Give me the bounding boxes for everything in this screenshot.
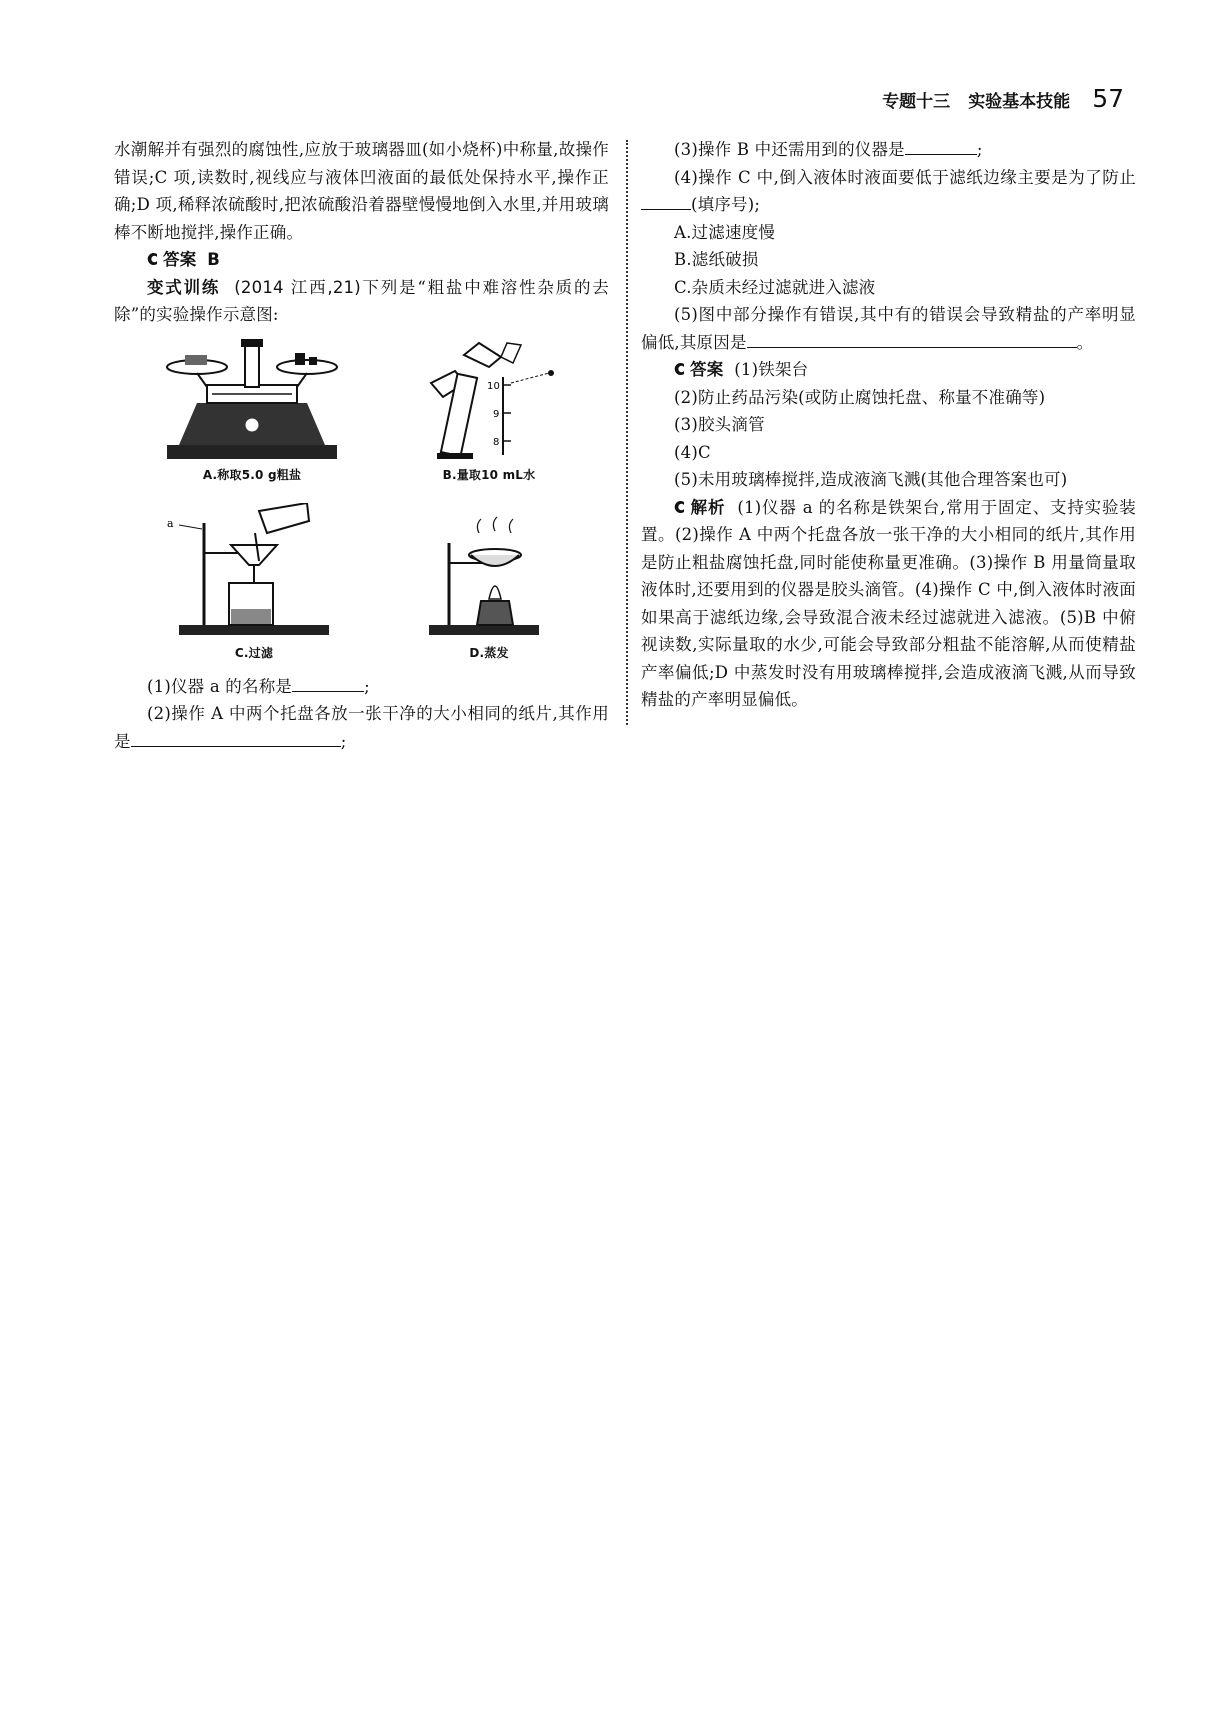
left-paragraph-continued: 水潮解并有强烈的腐蚀性,应放于玻璃器皿(如小烧杯)中称量,故操作错误;C 项,读数时,视线应与液体凹液面的最低处保持水平,操作正确;D 项,稀释浓硫酸时,把浓硫酸沿着器壁慢慢地倒入水里,并用玻璃棒不断地搅拌,操作正确。 (114, 140, 609, 242)
question-5-end: 。 (1076, 332, 1094, 352)
question-2-text: (2)操作 A 中两个托盘各放一张干净的大小相同的纸片,其作用是 (114, 704, 609, 751)
option-a: A.过滤速度慢 (674, 222, 776, 242)
question-2-blank[interactable] (131, 728, 341, 747)
practice-text: 下列是“粗盐中难溶性杂质的去除”的实验操作示意图: (114, 277, 609, 324)
figure-b-cylinder (394, 335, 584, 483)
figure-b-caption: B.量取10 mL水 (442, 467, 536, 482)
figure-a-caption: A.称取5.0 g粗盐 (202, 467, 302, 482)
question-4-hint: (填序号); (691, 195, 761, 214)
practice-label: 变式训练 (147, 277, 221, 297)
question-5 (641, 301, 1136, 356)
question-1-blank[interactable] (292, 673, 364, 692)
analysis-marker-icon (674, 500, 688, 514)
analysis-text: (1)仪器 a 的名称是铁架台,常用于固定、支持实验装置。(2)操作 A 中两个托盘各放一张干净的大小相同的纸片,其作用是防止粗盐腐蚀托盘,同时能使称量更准确。(3)操作 B 用量筒量取液体时,还要用到的仪器是胶头滴管。(4)操作 C 中,倒入液体时液面如果高于滤纸边缘,会导致混合液未经过滤就进入滤液。(5)B 中俯视读数,实际量取的水少,可能会导致部分粗盐不能溶解,从而使精盐产率偏低;D 中蒸发时没有用玻璃棒搅拌,会造成液滴飞溅,从而导致精盐的产率明显偏低。 (641, 497, 1136, 709)
answer-3: (3)胶头滴管 (674, 415, 765, 434)
tick-8-label: 8 (493, 436, 500, 448)
question-3-end: ; (976, 140, 983, 159)
answer-value: B (207, 250, 221, 269)
cylinder-illustration (409, 335, 569, 465)
answer-label: 答案 (163, 250, 197, 269)
analysis-paragraph (641, 494, 1136, 714)
question-4-blank[interactable] (641, 191, 691, 210)
header-topic-number: 专题十三 (882, 92, 951, 112)
experiment-figures (114, 335, 609, 671)
figure-d-caption: D.蒸发 (469, 645, 509, 660)
answer-marker-icon (674, 362, 688, 376)
option-b: B.滤纸破损 (674, 250, 759, 269)
practice-source: (2014 江西,21) (234, 277, 361, 297)
figure-c-caption: C.过滤 (234, 645, 274, 660)
question-4-text: (4)操作 C 中,倒入液体时液面要低于滤纸边缘主要是为了防止 (674, 167, 1136, 187)
answer-5: (5)未用玻璃棒搅拌,造成液滴飞溅(其他合理答案也可) (674, 470, 1068, 489)
question-3-text: (3)操作 B 中还需用到的仪器是 (674, 140, 905, 159)
answers-header (641, 356, 1136, 384)
answers-label: 答案 (690, 360, 724, 379)
answer-1: (1)铁架台 (734, 360, 809, 379)
page-number: 57 (1092, 84, 1124, 113)
question-4 (641, 164, 1136, 219)
option-c: C.杂质未经过滤就进入滤液 (674, 277, 876, 297)
analysis-label: 解析 (690, 497, 726, 517)
question-1-end: ; (364, 676, 370, 696)
figure-c-filtration (154, 503, 354, 661)
figure-a-balance (152, 335, 352, 483)
header-topic-title: 实验基本技能 (968, 92, 1071, 112)
question-1-text: (1)仪器 a 的名称是 (147, 676, 293, 696)
question-3-blank[interactable] (905, 136, 977, 155)
question-1 (114, 673, 609, 701)
figure-d-evaporation (394, 503, 584, 661)
question-2 (114, 700, 609, 755)
balance-illustration (157, 335, 347, 465)
tick-10-label: 10 (487, 380, 501, 392)
question-5-text: (5)图中部分操作有错误,其中有的错误会导致精盐的产率明显偏低,其原因是 (641, 305, 1136, 352)
practice-intro (114, 274, 609, 329)
column-divider (626, 140, 628, 725)
evaporation-illustration (409, 503, 569, 643)
question-2-end: ; (340, 731, 347, 751)
tick-9-label: 9 (493, 408, 500, 420)
answer-marker-icon (147, 252, 161, 266)
answer-4: (4)C (674, 442, 711, 462)
page-header (882, 84, 1124, 114)
question-5-blank[interactable] (747, 329, 1077, 348)
answer-line (114, 246, 609, 274)
answer-2: (2)防止药品污染(或防止腐蚀托盘、称量不准确等) (674, 387, 1046, 407)
left-column (114, 136, 609, 755)
right-column (641, 136, 1136, 714)
question-3 (641, 136, 1136, 164)
header-topic (882, 87, 1070, 112)
filtration-illustration (159, 503, 349, 643)
instrument-a-label: a (167, 516, 174, 530)
